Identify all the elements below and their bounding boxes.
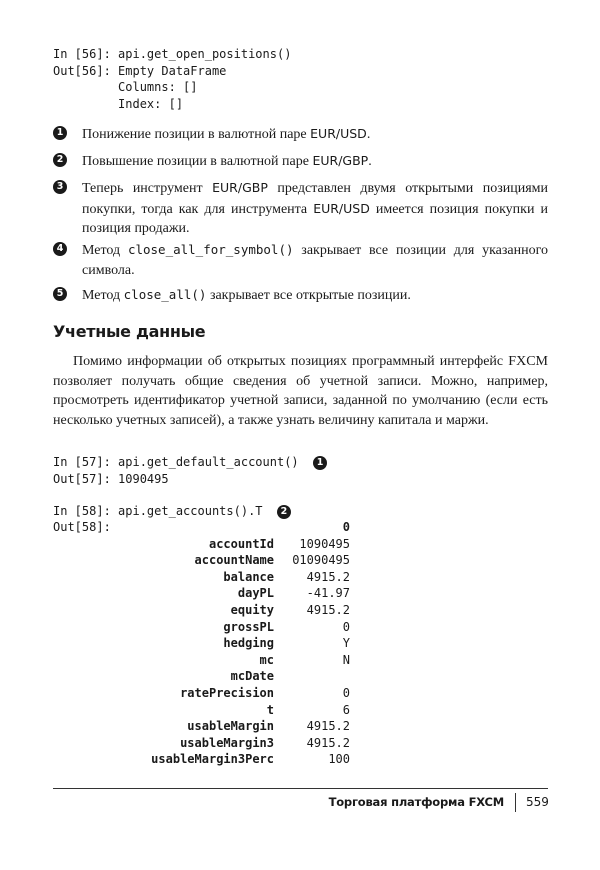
row-label: accountName <box>194 553 274 568</box>
row-label: dayPL <box>237 586 274 601</box>
table-row <box>53 652 350 669</box>
table-row <box>53 536 350 553</box>
note-text: закрывает все открытые позиции. <box>206 288 411 303</box>
in-prompt: In [57]: <box>53 455 111 469</box>
row-value: 0 <box>342 685 350 700</box>
row-label: accountId <box>208 536 274 551</box>
table-row <box>53 751 350 768</box>
out-prompt: Out[58]: <box>53 520 111 534</box>
code-input: api.get_accounts().T <box>118 504 263 518</box>
row-label: t <box>266 702 274 717</box>
output-line: Index: [] <box>118 96 184 111</box>
in-prompt: In [56]: <box>53 47 111 61</box>
callout-marker: 2 <box>53 153 67 167</box>
note-text: . <box>368 154 372 169</box>
row-value: 0 <box>342 619 350 634</box>
row-label: usableMargin3 <box>180 735 274 750</box>
table-row <box>53 718 350 735</box>
table-row <box>53 552 350 569</box>
currency-pair: EUR/GBP <box>312 153 369 168</box>
table-row <box>53 619 350 636</box>
row-label: grossPL <box>223 619 274 634</box>
note-text: Теперь инструмент <box>82 181 213 196</box>
note-text: имеется позиция покупки и позиция продажи. <box>82 201 548 236</box>
output-value: 1090495 <box>118 471 169 486</box>
row-value: 4915.2 <box>306 719 350 734</box>
table-row <box>53 602 350 619</box>
method-name: close_all() <box>123 287 207 302</box>
note-text: Понижение позиции в валютной паре <box>82 127 311 142</box>
row-label: mcDate <box>230 669 274 684</box>
row-value: 01090495 <box>292 553 350 568</box>
table-row <box>53 635 350 652</box>
note-text: Метод <box>82 288 124 303</box>
code-block-accounts <box>53 503 291 520</box>
out-prompt: Out[56]: <box>53 63 111 78</box>
code-block-open-positions <box>53 46 291 112</box>
note-item <box>53 178 548 239</box>
callout-marker: 5 <box>53 287 67 301</box>
row-label: mc <box>259 652 274 667</box>
note-item <box>53 285 548 306</box>
callout-marker: 1 <box>313 456 327 470</box>
note-item <box>53 124 548 145</box>
section-paragraph: Помимо информации об открытых позициях программный интерфейс FXCM позволяет получать общие сведения об учетной записи. Можно, например, просмотреть идентификатор учетной записи, заданной по умолчанию (если есть несколько учетных записей), а также узнать величину капитала и маржи. <box>53 354 548 428</box>
row-label: hedging <box>223 636 274 651</box>
row-value: 6 <box>342 702 350 717</box>
note-item <box>53 240 548 280</box>
row-label: usableMargin <box>187 719 274 734</box>
row-value: 4915.2 <box>306 735 350 750</box>
callout-marker: 1 <box>53 126 67 140</box>
page-number: 559 <box>526 795 549 809</box>
code-input: api.get_open_positions() <box>118 47 292 61</box>
note-text: . <box>366 127 371 142</box>
currency-pair: EUR/USD <box>313 200 370 216</box>
table-row <box>53 668 274 685</box>
row-value: 1090495 <box>299 536 350 551</box>
callout-marker: 3 <box>53 180 67 194</box>
row-label: ratePrecision <box>180 685 274 700</box>
table-body <box>53 536 350 768</box>
row-label: balance <box>223 569 274 584</box>
in-prompt: In [58]: <box>53 504 111 518</box>
table-row <box>53 735 350 752</box>
code-block-default-account <box>53 454 327 487</box>
output-line: Columns: [] <box>118 80 198 95</box>
accounts-table <box>53 519 350 768</box>
row-label: equity <box>230 602 274 617</box>
row-value: 4915.2 <box>306 569 350 584</box>
row-value: 100 <box>328 752 350 767</box>
row-value: Y <box>342 636 350 651</box>
footer-separator <box>515 793 516 812</box>
note-text: закрывает все позиции для указанного символа. <box>82 243 548 278</box>
column-header: 0 <box>342 520 350 534</box>
table-row <box>53 702 350 719</box>
note-text: Метод <box>82 243 128 258</box>
table-row <box>53 685 350 702</box>
section-heading: Учетные данные <box>53 322 206 341</box>
table-row <box>53 569 350 586</box>
note-text: Повышение позиции в валютной паре <box>82 154 313 169</box>
callout-marker: 4 <box>53 242 67 256</box>
code-input: api.get_default_account() <box>118 455 299 469</box>
row-value: 4915.2 <box>306 602 350 617</box>
note-text: представлен двумя открытыми позициями покупки, тогда как для инструмента <box>82 181 549 217</box>
method-name: close_all_for_symbol() <box>127 242 294 257</box>
running-title: Торговая платформа FXCM <box>328 795 504 809</box>
note-item <box>53 151 548 172</box>
row-value: -41.97 <box>306 586 350 601</box>
footer-rule <box>53 788 548 789</box>
table-row <box>53 585 350 602</box>
currency-pair: EUR/GBP <box>212 180 268 195</box>
callout-marker: 2 <box>277 505 291 519</box>
row-value: N <box>342 652 350 667</box>
row-label: usableMargin3Perc <box>151 752 274 767</box>
out-prompt: Out[57]: <box>53 471 111 486</box>
currency-pair: EUR/USD <box>310 126 367 141</box>
table-header-row <box>53 519 350 536</box>
output-line: Empty DataFrame <box>118 63 227 78</box>
